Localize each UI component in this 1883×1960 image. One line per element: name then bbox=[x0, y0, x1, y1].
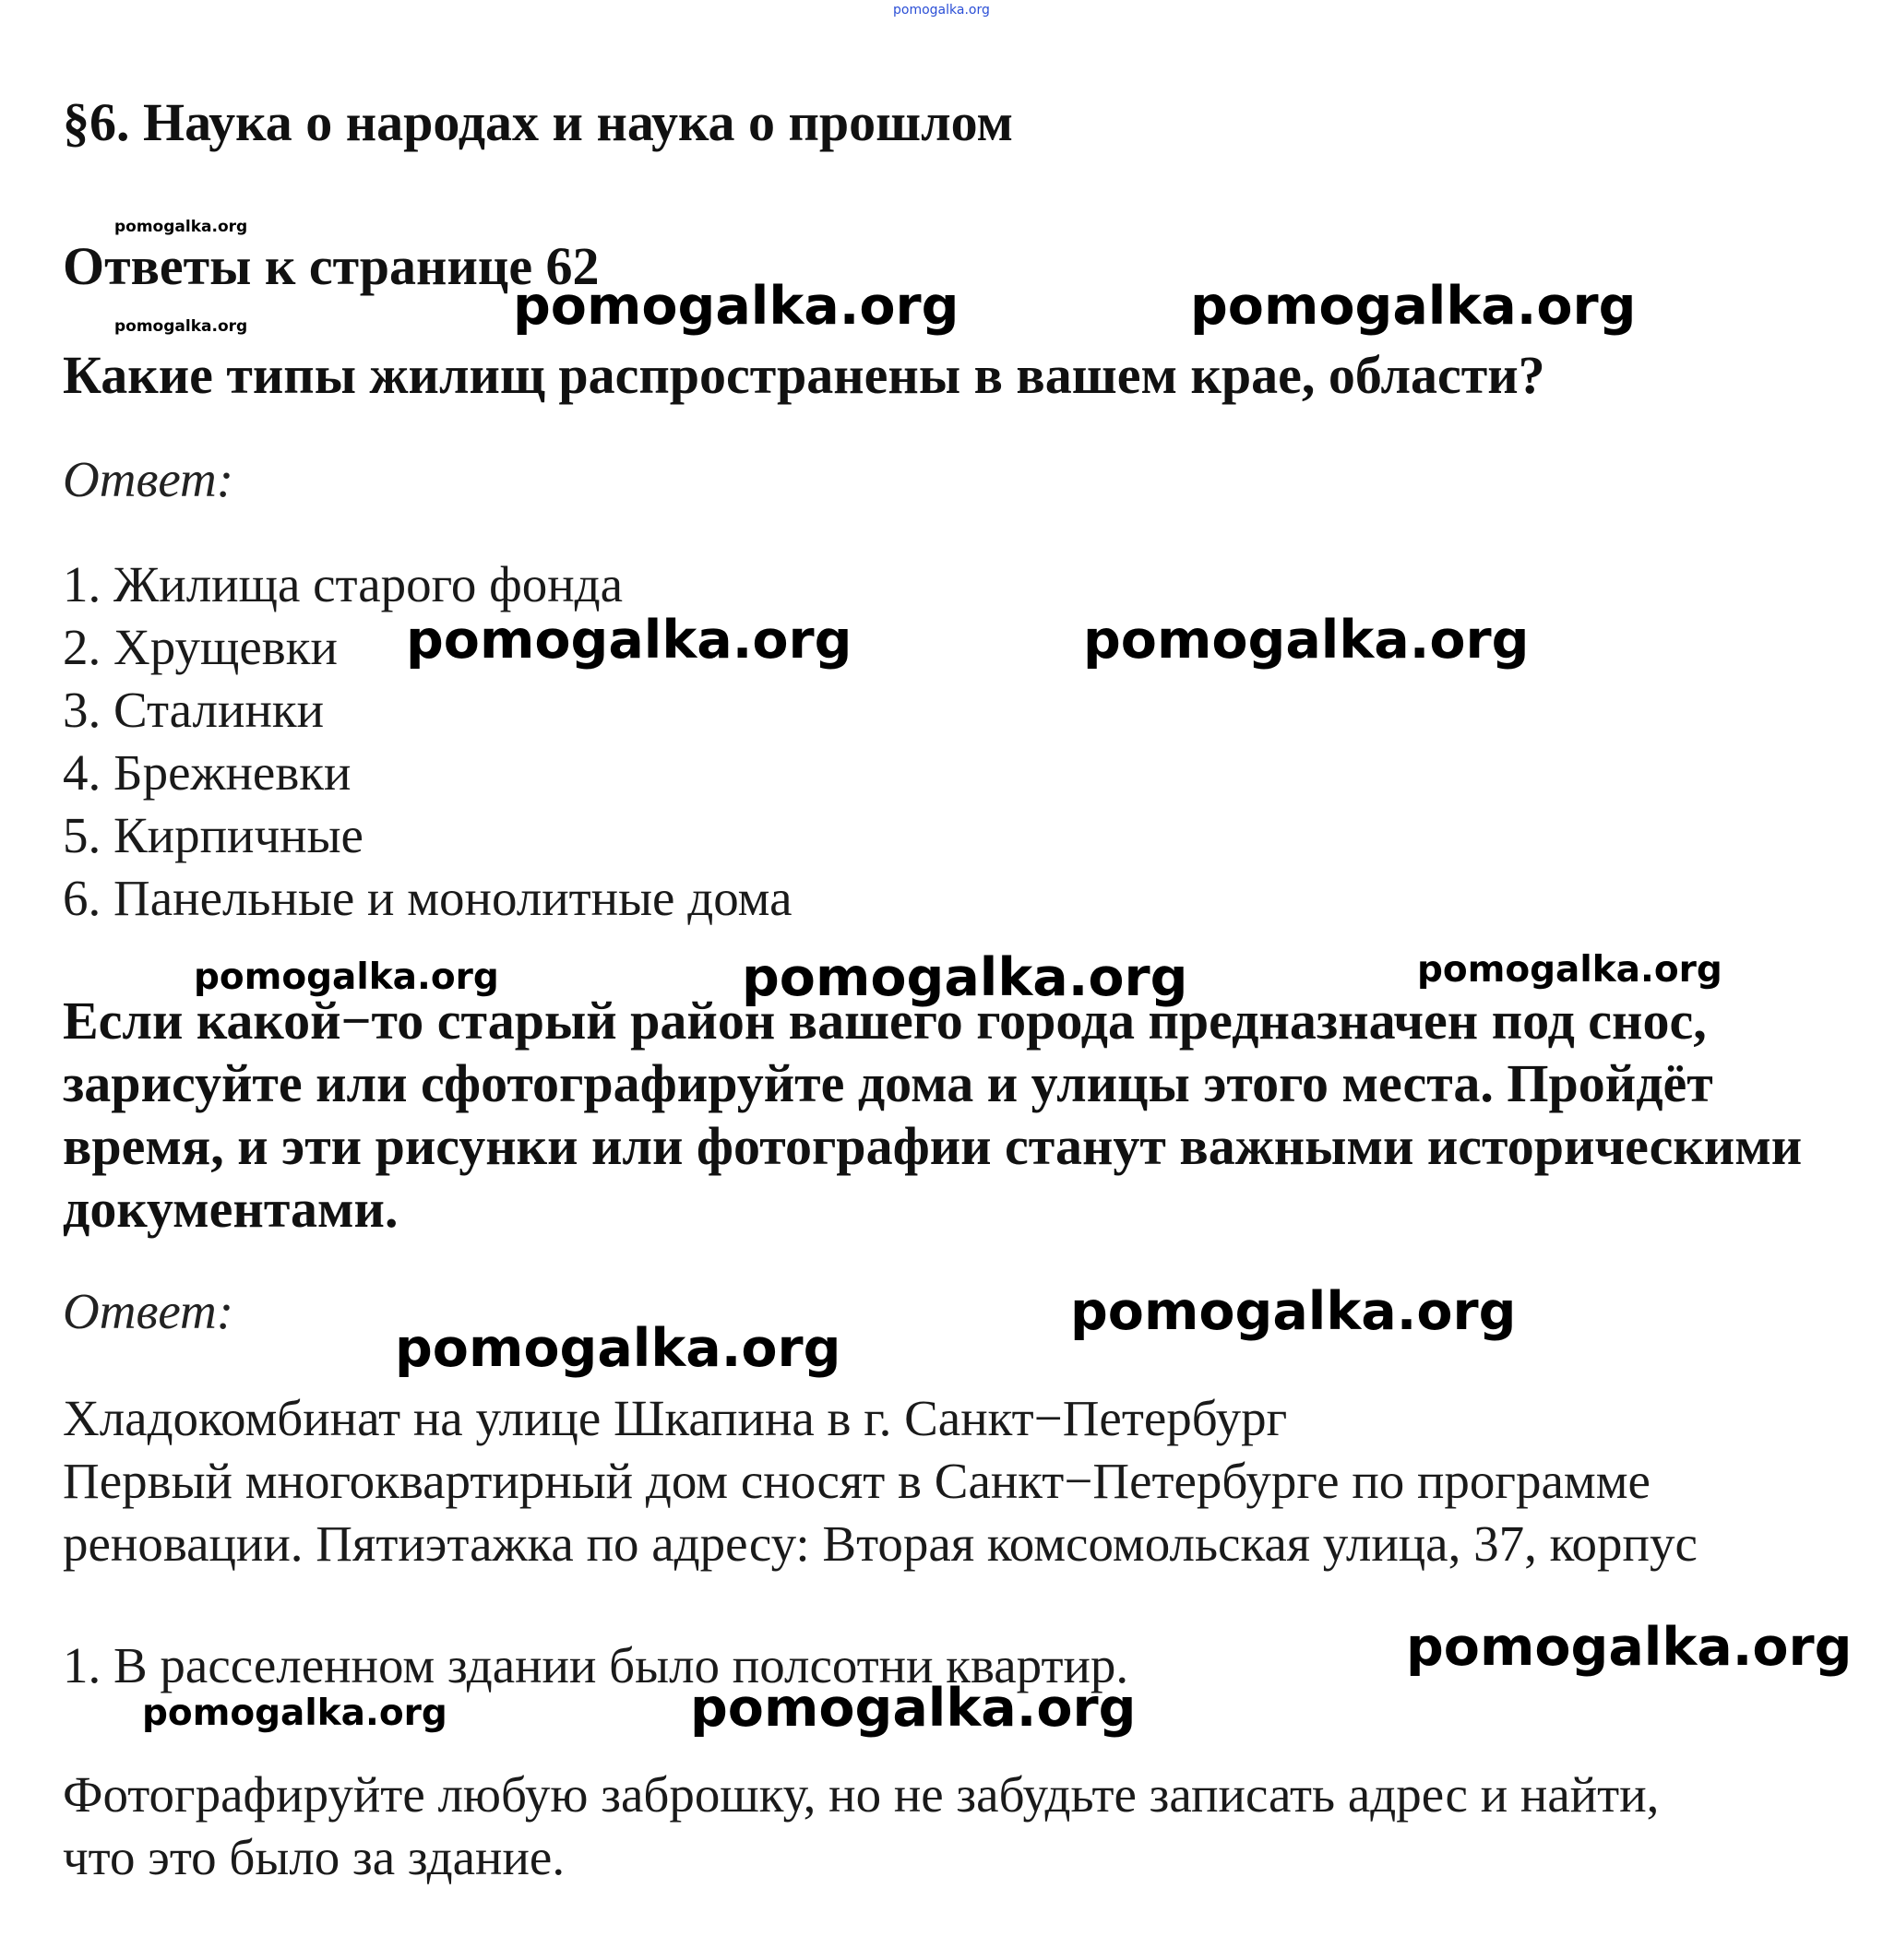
question-1: Какие типы жилищ распространены в вашем крае, области? bbox=[63, 345, 1545, 405]
answer-label-2: Ответ: bbox=[63, 1283, 234, 1339]
list-item: 6. Панельные и монолитные дома bbox=[63, 870, 793, 926]
list-item: 5. Кирпичные bbox=[63, 807, 363, 863]
watermark-small-1: pomogalka.org bbox=[114, 218, 248, 236]
final-line: что это было за здание. bbox=[63, 1829, 566, 1885]
watermark-medium-2: pomogalka.org bbox=[1417, 949, 1722, 991]
question-2-line: время, и эти рисунки или фотографии станут важными историческими bbox=[63, 1116, 1803, 1176]
watermark-large-2: pomogalka.org bbox=[1190, 276, 1637, 337]
page-subtitle: Ответы к странице 62 bbox=[63, 236, 600, 296]
watermark-large-5: pomogalka.org bbox=[742, 947, 1188, 1008]
watermark-large-7: pomogalka.org bbox=[395, 1318, 841, 1379]
question-2-line: документами. bbox=[63, 1179, 399, 1239]
answer-2-line: Хладокомбинат на улице Шкапина в г. Санкт−Петербург bbox=[63, 1390, 1288, 1446]
answer-label-1: Ответ: bbox=[63, 451, 234, 507]
watermark-small-2: pomogalka.org bbox=[114, 317, 248, 336]
watermark-medium-1: pomogalka.org bbox=[194, 956, 499, 998]
watermark-large-8: pomogalka.org bbox=[1406, 1617, 1853, 1678]
final-line: Фотографируйте любую заброшку, но не забудьте записать адрес и найти, bbox=[63, 1766, 1660, 1823]
list-item: 3. Сталинки bbox=[63, 682, 325, 738]
watermark-large-4: pomogalka.org bbox=[1083, 610, 1530, 671]
watermark-large-3: pomogalka.org bbox=[406, 610, 852, 671]
question-2-line: зарисуйте или сфотографируйте дома и улицы этого места. Пройдёт bbox=[63, 1053, 1713, 1113]
watermark-large-1: pomogalka.org bbox=[513, 276, 959, 337]
page-title: §6. Наука о народах и наука о прошлом bbox=[63, 92, 1014, 152]
answer-2-line: Первый многоквартирный дом сносят в Санкт−Петербурге по программе bbox=[63, 1453, 1651, 1509]
top-watermark: pomogalka.org bbox=[893, 3, 990, 18]
question-2-line: Если какой−то старый район вашего города предназначен под снос, bbox=[63, 991, 1707, 1051]
list-item: 1. Жилища старого фонда bbox=[63, 556, 624, 612]
list-item: 4. Брежневки bbox=[63, 744, 352, 801]
watermark-large-6: pomogalka.org bbox=[1070, 1281, 1517, 1342]
list-item: 2. Хрущевки bbox=[63, 619, 338, 675]
watermark-medium-3: pomogalka.org bbox=[142, 1693, 447, 1734]
watermark-large-9: pomogalka.org bbox=[690, 1678, 1137, 1739]
answer-2-item: 1. В расселенном здании было полсотни квартир. bbox=[63, 1637, 1129, 1693]
answer-2-line: реновации. Пятиэтажка по адресу: Вторая комсомольская улица, 37, корпус bbox=[63, 1515, 1698, 1572]
